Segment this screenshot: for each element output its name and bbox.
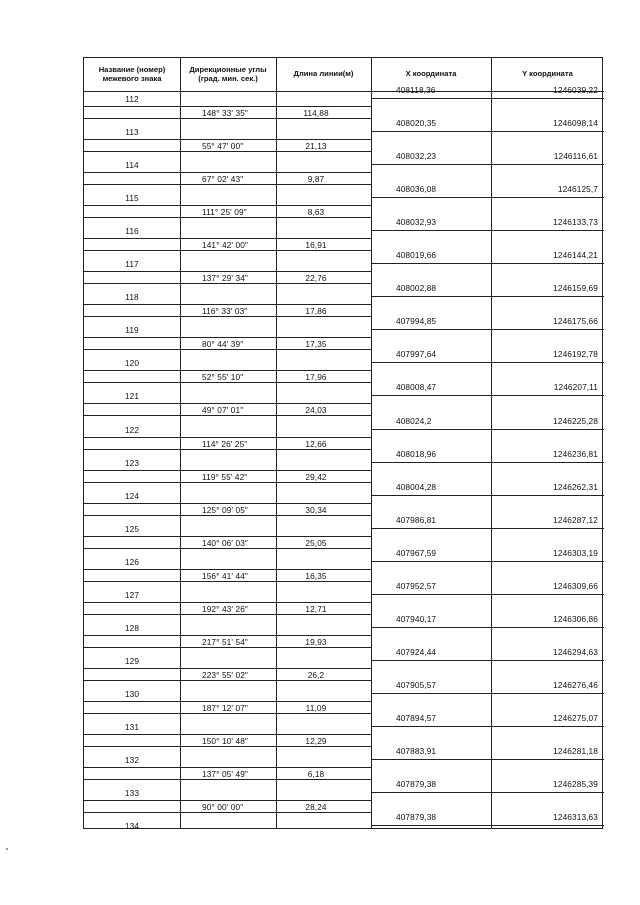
mark-number: 123 [124, 457, 140, 468]
row-divider [180, 415, 371, 416]
row-divider [371, 693, 604, 694]
row-divider [84, 515, 180, 516]
row-divider [84, 647, 180, 648]
row-divider [84, 581, 180, 582]
direction-angle: 125° 09' 05" [202, 504, 248, 515]
line-length: 22,76 [305, 273, 327, 284]
row-divider [84, 767, 180, 768]
x-coordinate: 407879,38 [396, 812, 437, 823]
row-divider [371, 594, 604, 595]
row-divider [84, 184, 180, 185]
y-coordinate: 1246294,63 [553, 646, 598, 657]
direction-angle: 187° 12' 07" [202, 702, 248, 713]
row-divider [371, 164, 604, 165]
row-divider [84, 172, 180, 173]
row-divider [180, 205, 371, 206]
row-divider [371, 429, 604, 430]
row-divider [180, 172, 371, 173]
x-coordinate: 407894,57 [396, 712, 437, 723]
mark-number: 119 [125, 325, 139, 336]
row-divider [180, 746, 371, 747]
row-divider [84, 614, 180, 615]
header-length: Длина линии(м) [293, 69, 354, 79]
mark-number: 121 [124, 391, 140, 402]
x-coordinate: 407905,57 [396, 679, 437, 690]
y-coordinate: 1246262,31 [553, 481, 598, 492]
row-divider [371, 825, 604, 826]
y-coordinate: 1246175,66 [553, 316, 598, 327]
row-divider [180, 569, 371, 570]
mark-number: 133 [124, 788, 140, 799]
row-divider [84, 139, 180, 140]
row-divider [84, 449, 180, 450]
row-divider [84, 569, 180, 570]
row-divider [84, 349, 180, 350]
row-divider [371, 131, 604, 132]
row-divider [371, 230, 604, 231]
row-divider [180, 734, 371, 735]
y-coordinate: 1246207,11 [553, 382, 598, 393]
row-divider [84, 151, 180, 152]
row-divider [84, 482, 180, 483]
row-divider [180, 614, 371, 615]
direction-angle: 141° 42' 00" [202, 240, 248, 251]
y-coordinate: 1246276,46 [553, 679, 598, 690]
row-divider [180, 647, 371, 648]
column-divider [491, 58, 492, 828]
line-length: 30,34 [305, 504, 327, 515]
mark-number: 134 [124, 821, 140, 832]
line-length: 12,66 [305, 438, 327, 449]
mark-number: 129 [124, 655, 140, 666]
y-coordinate: 1246225,28 [553, 415, 598, 426]
line-length: 17,86 [305, 306, 327, 317]
row-divider [371, 660, 604, 661]
row-divider [371, 197, 604, 198]
x-coordinate: 408018,96 [396, 448, 437, 459]
row-divider [180, 271, 371, 272]
row-divider [371, 462, 604, 463]
line-length: 16,91 [305, 240, 327, 251]
direction-angle: 150° 10' 48" [202, 735, 248, 746]
mark-number: 120 [124, 358, 140, 369]
row-divider [180, 337, 371, 338]
y-coordinate: 1246285,39 [553, 779, 598, 790]
direction-angle: 223° 55' 02" [202, 669, 248, 680]
x-coordinate: 408032,93 [396, 217, 437, 228]
y-coordinate: 1246309,66 [553, 580, 598, 591]
x-coordinate: 408002,88 [396, 283, 437, 294]
header-x: X координата [405, 69, 457, 79]
x-coordinate: 408004,28 [396, 481, 437, 492]
row-divider [180, 304, 371, 305]
row-divider [180, 437, 371, 438]
row-divider [84, 800, 180, 801]
row-divider [180, 536, 371, 537]
line-length: 24,03 [305, 405, 327, 416]
row-divider [180, 184, 371, 185]
y-coordinate: 1246192,78 [553, 349, 598, 360]
row-divider [84, 283, 180, 284]
row-divider [84, 812, 180, 813]
direction-angle: 217° 51' 54" [202, 636, 248, 647]
row-divider [84, 217, 180, 218]
row-divider [180, 250, 371, 251]
row-divider [180, 668, 371, 669]
scan-speck [6, 848, 8, 850]
row-divider [180, 812, 371, 813]
header-mark: Название (номер) межевого знака [98, 64, 166, 83]
row-divider [84, 437, 180, 438]
y-coordinate: 1246275,07 [553, 712, 598, 723]
direction-angle: 55° 47' 00" [202, 141, 244, 152]
direction-angle: 137° 05' 49" [202, 769, 248, 779]
row-divider [180, 713, 371, 714]
header-angle: Дирекционные углы (град. мин. сек.) [189, 64, 267, 83]
row-divider [180, 515, 371, 516]
row-divider [371, 759, 604, 760]
row-divider [84, 680, 180, 681]
line-length: 8,63 [307, 207, 325, 218]
row-divider [371, 395, 604, 396]
row-divider [180, 779, 371, 780]
y-coordinate: 1246236,81 [553, 448, 598, 459]
row-divider [180, 370, 371, 371]
row-divider [180, 503, 371, 504]
row-divider [180, 382, 371, 383]
row-divider [180, 701, 371, 702]
row-divider [84, 635, 180, 636]
x-coordinate: 407967,59 [396, 547, 437, 558]
line-length: 9,87 [307, 174, 325, 185]
row-divider [84, 470, 180, 471]
line-length: 11,09 [305, 702, 327, 713]
row-divider [180, 635, 371, 636]
mark-number: 128 [124, 622, 140, 633]
mark-number: 118 [125, 292, 139, 303]
mark-number: 113 [125, 127, 139, 138]
row-divider [371, 726, 604, 727]
line-length: 21,13 [305, 141, 327, 152]
row-divider [84, 602, 180, 603]
row-divider [84, 316, 180, 317]
line-length: 17,96 [305, 372, 327, 383]
row-divider [84, 370, 180, 371]
direction-angle: 67° 02' 43" [202, 174, 244, 185]
row-divider [180, 403, 371, 404]
line-length: 12,71 [305, 603, 327, 614]
line-length: 28,24 [305, 802, 327, 813]
direction-angle: 114° 26' 25" [202, 438, 248, 449]
line-length: 114,88 [303, 108, 329, 118]
row-divider [180, 217, 371, 218]
direction-angle: 80° 44' 39" [202, 339, 244, 350]
y-coordinate: 1246125,7 [557, 184, 598, 195]
row-divider [371, 296, 604, 297]
row-divider [371, 561, 604, 562]
row-divider [180, 349, 371, 350]
y-coordinate: 1246287,12 [553, 514, 598, 525]
row-divider [84, 337, 180, 338]
row-divider [371, 528, 604, 529]
column-divider [371, 58, 372, 828]
row-divider [180, 316, 371, 317]
row-divider [371, 98, 604, 99]
direction-angle: 156° 41' 44" [202, 570, 248, 581]
row-divider [180, 602, 371, 603]
mark-number: 130 [124, 688, 140, 699]
mark-number: 127 [124, 589, 140, 600]
row-divider [84, 382, 180, 383]
row-divider [371, 495, 604, 496]
mark-number: 126 [124, 556, 140, 567]
row-divider [180, 151, 371, 152]
y-coordinate: 1246306,86 [553, 613, 598, 624]
mark-number: 112 [125, 94, 139, 104]
direction-angle: 116° 33' 03" [202, 306, 248, 317]
row-divider [84, 668, 180, 669]
x-coordinate: 407879,38 [396, 779, 437, 790]
row-divider [84, 91, 604, 92]
row-divider [180, 800, 371, 801]
y-coordinate: 1246098,14 [553, 118, 598, 129]
row-divider [84, 746, 180, 747]
line-length: 16,35 [305, 570, 327, 581]
row-divider [84, 118, 180, 119]
row-divider [180, 238, 371, 239]
line-length: 25,05 [305, 537, 327, 548]
row-divider [371, 263, 604, 264]
row-divider [180, 767, 371, 768]
row-divider [84, 106, 180, 107]
row-divider [84, 779, 180, 780]
y-coordinate: 1246133,73 [553, 217, 598, 228]
row-divider [84, 536, 180, 537]
x-coordinate: 407997,64 [396, 349, 437, 360]
mark-number: 114 [125, 160, 139, 171]
y-coordinate: 1246116,61 [553, 151, 598, 162]
row-divider [84, 304, 180, 305]
x-coordinate: 407924,44 [396, 646, 437, 657]
mark-number: 125 [124, 523, 140, 534]
x-coordinate: 408036,08 [396, 184, 437, 195]
y-coordinate: 1246303,19 [553, 547, 598, 558]
row-divider [371, 792, 604, 793]
line-length: 19,93 [305, 636, 327, 647]
row-divider [180, 106, 371, 107]
mark-number: 115 [125, 193, 139, 204]
row-divider [180, 118, 371, 119]
direction-angle: 148° 33' 35" [202, 108, 248, 118]
row-divider [180, 449, 371, 450]
y-coordinate: 1246313,63 [553, 812, 598, 823]
x-coordinate: 407883,91 [396, 746, 437, 756]
y-coordinate: 1246039,22 [553, 85, 598, 95]
mark-number: 117 [125, 259, 139, 270]
row-divider [180, 482, 371, 483]
row-divider [84, 238, 180, 239]
row-divider [84, 701, 180, 702]
row-divider [84, 415, 180, 416]
x-coordinate: 408020,35 [396, 118, 437, 129]
row-divider [84, 271, 180, 272]
direction-angle: 52° 55' 10" [202, 372, 244, 383]
row-divider [84, 548, 180, 549]
x-coordinate: 408032,23 [396, 151, 437, 162]
x-coordinate: 408118,36 [396, 85, 436, 95]
coordinates-table [83, 57, 603, 832]
line-length: 6,18 [307, 769, 325, 779]
direction-angle: 49° 07' 01" [202, 405, 244, 416]
row-divider [84, 713, 180, 714]
row-divider [84, 503, 180, 504]
line-length: 29,42 [305, 471, 327, 482]
x-coordinate: 408024,2 [396, 415, 432, 426]
mark-number: 116 [125, 226, 139, 237]
direction-angle: 140° 06' 03" [202, 537, 248, 548]
row-divider [371, 627, 604, 628]
line-length: 17,35 [305, 339, 327, 350]
header-y: Y координата [522, 69, 573, 79]
direction-angle: 137° 29' 34" [202, 273, 248, 284]
y-coordinate: 1246159,69 [553, 283, 598, 294]
row-divider [180, 283, 371, 284]
x-coordinate: 408008,47 [396, 382, 437, 393]
row-divider [180, 548, 371, 549]
mark-number: 124 [124, 490, 140, 501]
direction-angle: 111° 25' 09" [202, 207, 247, 218]
row-divider [371, 329, 604, 330]
x-coordinate: 407994,85 [396, 316, 437, 327]
mark-number: 122 [124, 424, 140, 435]
row-divider [84, 734, 180, 735]
x-coordinate: 407940,17 [396, 613, 437, 624]
x-coordinate: 407952,57 [396, 580, 437, 591]
row-divider [84, 250, 180, 251]
y-coordinate: 1246144,21 [553, 250, 598, 261]
line-length: 12,29 [305, 735, 327, 746]
x-coordinate: 407986,81 [396, 514, 437, 525]
direction-angle: 90° 00' 00" [202, 802, 244, 813]
row-divider [180, 139, 371, 140]
x-coordinate: 408019,66 [396, 250, 437, 261]
row-divider [84, 403, 180, 404]
direction-angle: 119° 55' 42" [202, 471, 248, 482]
direction-angle: 192° 43' 26" [202, 603, 248, 614]
y-coordinate: 1246281,18 [553, 746, 598, 756]
row-divider [84, 205, 180, 206]
row-divider [180, 581, 371, 582]
row-divider [180, 470, 371, 471]
row-divider [371, 362, 604, 363]
line-length: 26,2 [307, 669, 325, 680]
row-divider [180, 680, 371, 681]
mark-number: 131 [124, 721, 140, 732]
mark-number: 132 [124, 755, 140, 765]
